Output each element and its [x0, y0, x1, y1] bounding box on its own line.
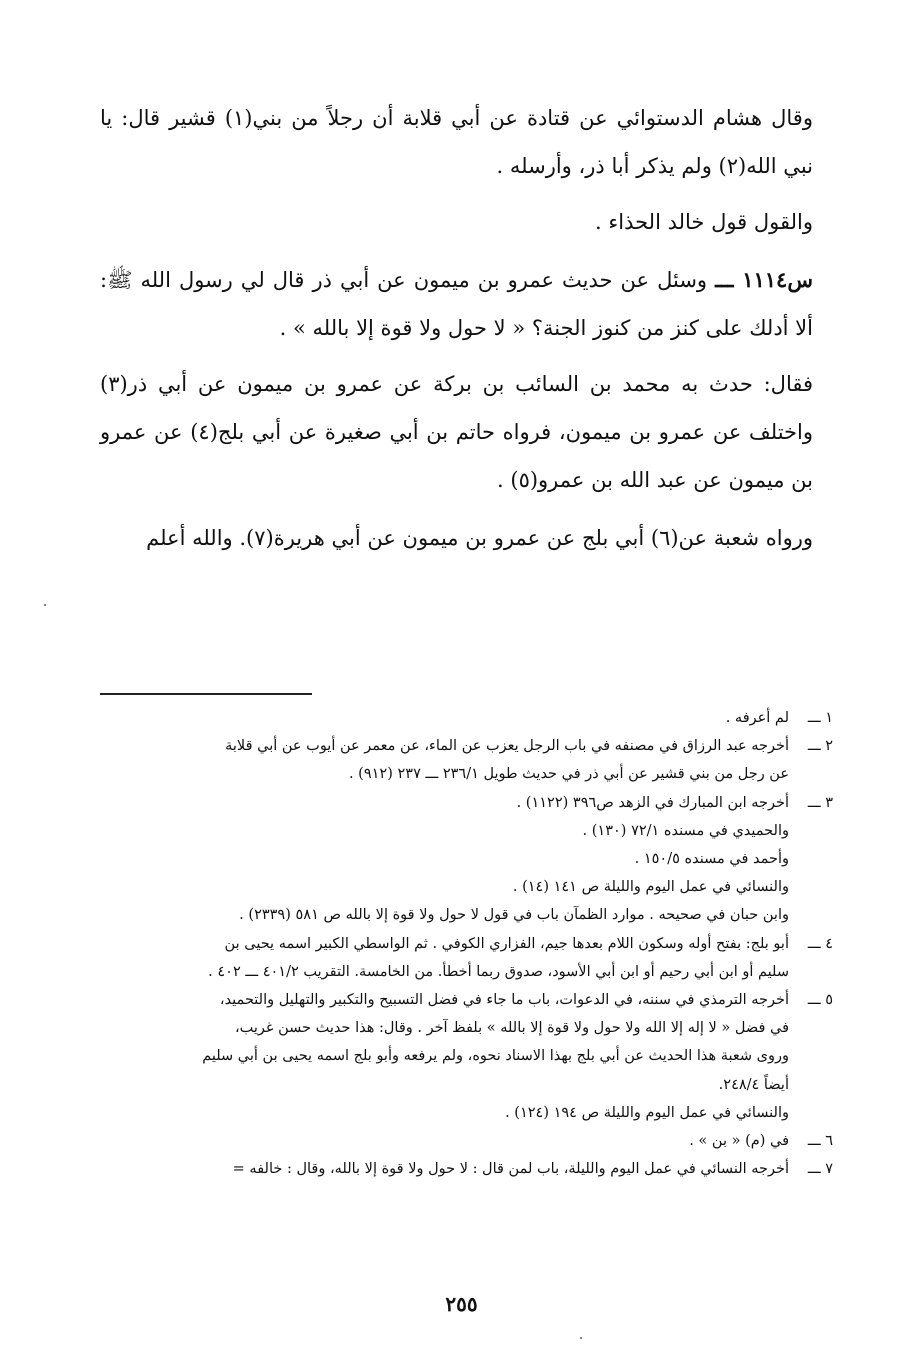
footnote-5 [96, 986, 833, 1127]
footnote-line: أخرجه الترمذي في سننه، في الدعوات، باب ما جاء في فضل التسبيح والتكبير والتهليل والتحميد، [219, 992, 789, 1009]
footnote-number: ٥ ـــ [807, 992, 833, 1009]
footnote-line: وابن حبان في صحيحه . موارد الظمآن باب في قول لا حول ولا قوة إلا بالله ص ٥٨١ (٢٣٣٩) . [239, 907, 789, 924]
footnote-separator [100, 693, 312, 695]
paragraph-1: وقال هشام الدستوائي عن قتادة عن أبي قلابة أن رجلاً من بني(١) قشير قال: يا نبي الله(٢) ولم يذكر أبا ذر، وأرسله . [100, 106, 813, 178]
footnote-line: لم أعرفه . [725, 710, 789, 726]
footnote-line: وروى شعبة هذا الحديث عن أبي بلج بهذا الاسناد نحوه، ولم يرفعه وأبو بلج اسمه يحيى بن أبي سليم [202, 1048, 789, 1065]
question-paragraph [100, 256, 813, 352]
footnotes [96, 704, 833, 1183]
footnote-line: أخرجه عبد الرزاق في مصنفه في باب الرجل يعزب عن الماء، عن معمر عن أيوب عن أبي قلابة [225, 738, 789, 755]
footnote-line: والنسائي في عمل اليوم والليلة ص ١٤١ (١٤) . [512, 879, 789, 896]
footnote-6 [96, 1127, 833, 1155]
paragraph-2: والقول قول خالد الحذاء . [595, 210, 813, 234]
footnote-line: وأحمد في مسنده ١٥٠/٥ . [634, 851, 789, 868]
footnote-number: ٣ ـــ [807, 794, 833, 811]
footnote-line: في فضل « لا إله إلا الله ولا حول ولا قوة إلا بالله » بلفظ آخر . وقال: هذا حديث حسن غريب، [234, 1020, 789, 1037]
footnote-line: والنسائي في عمل اليوم والليلة ص ١٩٤ (١٢٤) . [505, 1104, 789, 1121]
footnote-number: ٧ ـــ [807, 1161, 833, 1178]
footnote-line: أخرجه النسائي في عمل اليوم والليلة، باب لمن قال : لا حول ولا قوة إلا بالله، وقال : خالفه = [232, 1161, 789, 1178]
main-text [100, 94, 813, 570]
footnote-2 [96, 732, 833, 788]
footnote-7 [96, 1155, 833, 1183]
footnote-line: في (م) « بن » . [689, 1133, 789, 1150]
footnote-3 [96, 789, 833, 930]
footnote-line: أيضاً ٢٤٨/٤. [718, 1076, 789, 1093]
footnote-number: ٦ ـــ [807, 1133, 833, 1150]
paragraph-4: فقال: حدث به محمد بن السائب بن بركة عن عمرو بن ميمون عن أبي ذر(٣) واختلف عن عمرو بن ميمون، فرواه حاتم بن أبي صغيرة عن أبي بلج(٤) عن عمرو بن ميمون عن عبد الله بن عمرو(٥) . [100, 372, 813, 492]
page-number: ٢٥٥ [445, 1292, 478, 1316]
footnote-4 [96, 930, 833, 986]
scan-speck [44, 604, 46, 606]
footnote-number: ٢ ـــ [807, 738, 833, 755]
question-text: وسئل عن حديث عمرو بن ميمون عن أبي ذر قال لي رسول الله ﷺ: ألا أدلك على كنز من كنوز الجنة؟ « لا حول ولا قوة إلا بالله » . [100, 268, 813, 340]
footnote-line: أخرجه ابن المبارك في الزهد ص٣٩٦ (١١٢٢) . [516, 794, 789, 811]
footnote-1 [96, 704, 833, 732]
footnote-number: ١ ـــ [807, 710, 833, 726]
footnote-number: ٤ ـــ [807, 935, 833, 952]
footnote-line: عن رجل من بني قشير عن أبي ذر في حديث طويل ٢٣٦/١ ـــ ٢٣٧ (٩١٢) . [348, 766, 789, 783]
footnote-line: أبو بلج: بفتح أوله وسكون اللام بعدها جيم، الفزاري الكوفي . ثم الواسطي الكبير اسمه يحيى بن [224, 935, 789, 952]
scan-speck [580, 1337, 582, 1339]
footnote-line: والحميدي في مسنده ٧٢/١ (١٣٠) . [582, 822, 789, 839]
footnote-line: سليم أو ابن أبي رحيم أو ابن أبي الأسود، صدوق ربما أخطأ. من الخامسة. التقريب ٤٠١/٢ ـــ ٤٠٢ . [208, 963, 789, 980]
question-number: س١١١٤ ـــ [715, 267, 813, 292]
paragraph-5: ورواه شعبة عن(٦) أبي بلج عن عمرو بن ميمون عن أبي هريرة(٧). والله أعلم [146, 526, 813, 550]
